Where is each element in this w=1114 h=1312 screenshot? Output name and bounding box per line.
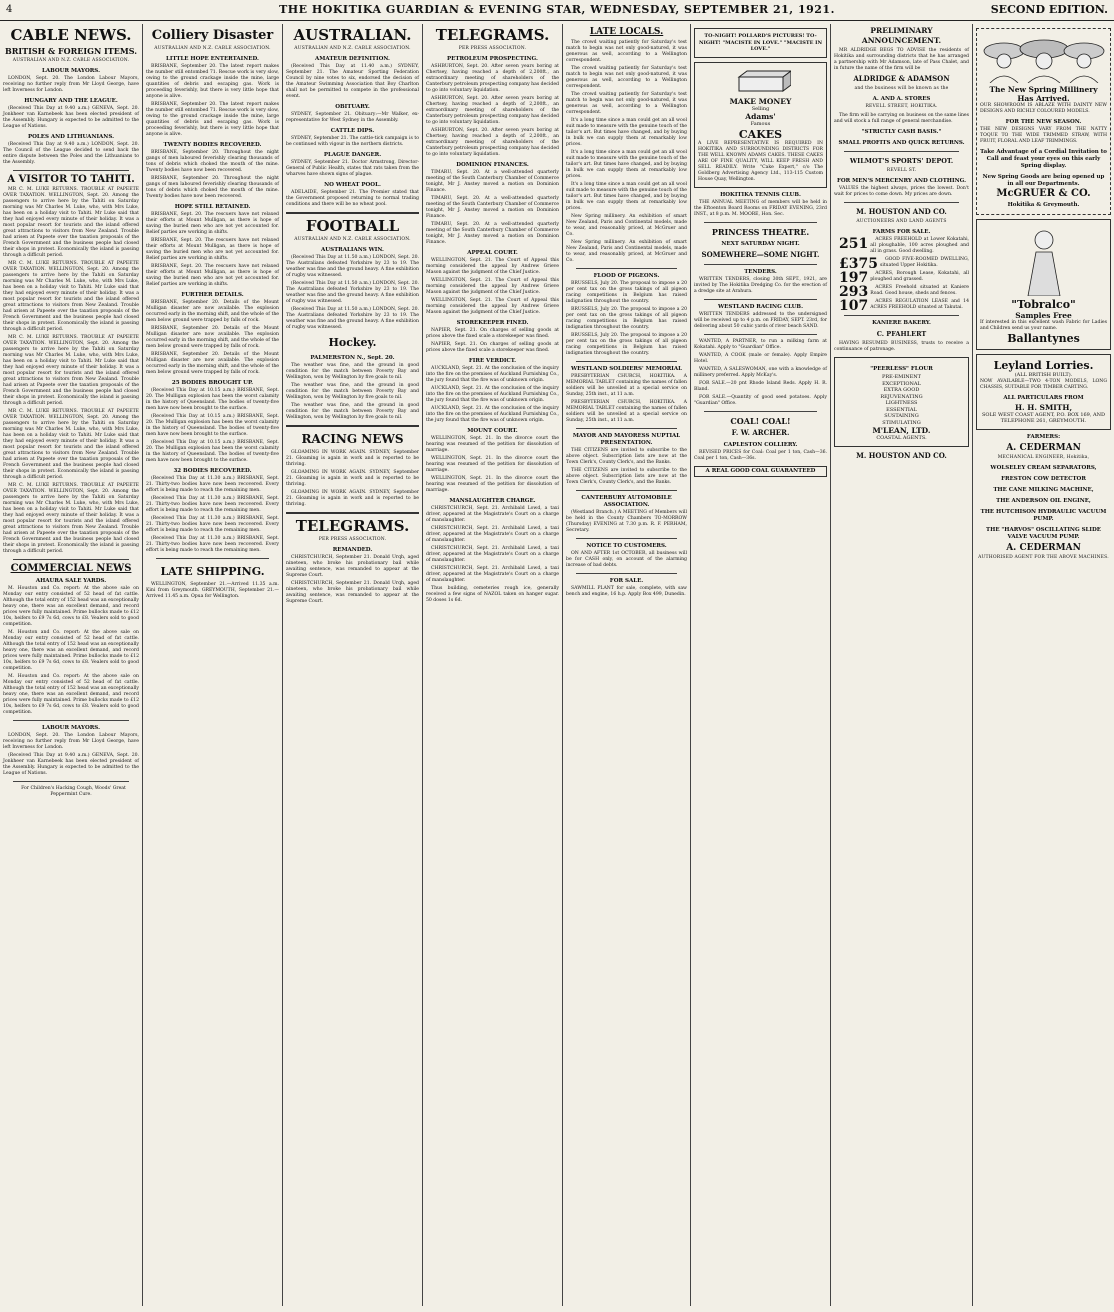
article-text: ASHBURTON, Sept. 20. After seven years boring at Chertsey, having reached a depth of 2,200ft., an extraordinary meeting of shareholders of the Canterbury petroleum prospecting company has decided to go into voluntary liquidation.	[426, 96, 559, 125]
article-headline: REMANDED.	[332, 547, 373, 553]
flour-line: LIGHTNESS	[885, 400, 918, 406]
article-text: BRISBANE, September 20. Details of the Mount Mulligan disaster are now available. The explosion occurred early in the morning shift, and the whole of the men below ground were trapped by falls of rock.	[146, 326, 279, 349]
cederman-item: THE CANE MILKING MACHINE,	[993, 486, 1094, 493]
notice-text: THE ANNUAL MEETING of members will be held in the Eftoenton Board Rooms on FRIDAY EVENING, 23rd INST., at 8 p.m. M. MOORE, Hon. Sec.	[694, 199, 827, 217]
edition-label: SECOND EDITION.	[990, 3, 1108, 16]
farms-heading: FARMS FOR SALE.	[872, 229, 931, 235]
invitation-text-2: New Spring Goods are being opened up in all our Departments.	[982, 174, 1105, 187]
farm-listing	[834, 270, 969, 286]
article-text: BRISBANE, September 20. Throughout the night gangs of men laboured feverishly clearing thousands of tons of debris which choked the mouth of the mine. Twenty bodies have now been recovered.	[146, 176, 279, 199]
divider	[844, 202, 959, 203]
article-text: WELLINGTON, September 21.—Arrived 11.35 a.m. Kini from Greymouth. GREYMOUTH, September 21.—Arrived 11.45 a.m. Opua for Wellington.	[146, 582, 279, 599]
article-text: AUCKLAND, Sept. 21. At the conclusion of the inquiry into the fire on the premises of Auckland Furnishing Co., the jury found that the fire was of unknown origin.	[426, 366, 559, 383]
article-headline: 25 BODIES BROUGHT UP.	[171, 380, 254, 386]
firm-address: REVELL STREET, HOKITIKA.	[865, 104, 938, 109]
article-headline: 32 BODIES RECOVERED.	[173, 468, 252, 474]
article-text: The crowd waiting patiently for Saturday's test match to begin was not only good-natured, it was generous as well, according to a Wellington correspondent.	[566, 66, 687, 89]
column-cable-news	[0, 24, 142, 1306]
coal-heading: COAL! COAL!	[730, 415, 791, 426]
divider	[704, 334, 817, 335]
article-text: (Received This Day at 11.50 a.m.) LONDON, Sept. 20. The Australians defeated Yorkshire by 23 to 19. The weather was fine and the ground heavy. A fine exhibition of rugby was witnessed.	[286, 307, 419, 330]
article-headline: FIRE VERDICT.	[468, 358, 517, 364]
article-text: New Spring millinery. An exhibition of smart New Zealand, Paris and Continental models, made to wear, and reasonably priced, at McGruer and Co.	[566, 214, 687, 237]
wilmot-text: VALUES the highest always, prices the lowest. Don't wait for prices to come down. My prices are down.	[834, 186, 969, 197]
divider	[704, 222, 817, 223]
notice-text: THE CITIZENS are invited to subscribe to the above object. Subscription lists are now at the Town Clerk's, County Clerk's, and the Banks.	[566, 468, 687, 485]
article-text: MR C. M. LUKE RETURNS. TROUBLE AT PAPEETE OVER TAXATION. WELLINGTON, Sept. 20. Among the passengers to arrive here by the Tahiti on Saturday morning was Mr Charles M. Luke, who, with Mrs Luke, has been on a holiday visit to Tahiti. Mr Luke said that they had enjoyed every minute of their holiday. It was a most popular resort for tourists and the island offered great attractions to visitors from New Zealand. Trouble had arisen at Papeete over the taxation proposals of the French Government and the business people had closed their shops in protest. Economically the island is passing through a difficult period.	[3, 335, 139, 406]
divider	[286, 425, 419, 427]
tobralco-text: If interested in this excellent wash Fabric for Ladies and Children send us your name.	[980, 320, 1107, 331]
wanted-ad: FOR SALE.—20 pnt Rhode Island Reds. Apply H. R. Bland.	[694, 380, 827, 392]
farm-listing	[834, 256, 969, 272]
divider	[576, 573, 677, 574]
millinery-line-1: The New Spring Millinery	[989, 85, 1098, 94]
divider	[704, 411, 817, 412]
article-text: BRISBANE, September 20. Throughout the night gangs of men laboured feverishly clearing thousands of tons of debris which choked the mouth of the mine. Twenty bodies have now been recovered.	[146, 150, 279, 173]
article-headline: LITTLE HOPE ENTERTAINED.	[166, 56, 259, 62]
notice-headline: MAYOR AND MAYORESS NUPTIAL PRESENTATION.	[572, 433, 681, 446]
cakes-line-1: MAKE MONEY	[729, 96, 792, 106]
article-text: The weather was fine, and the ground in good condition for the match between Poverty Bay and Wellington, won by Wellington by five goals to nil.	[286, 363, 419, 380]
column-australian	[282, 24, 422, 1306]
article-text: WELLINGTON, Sept. 21. The Court of Appeal this morning considered the appeal by Andrew Grieve Mason against the judgment of the Chief Justice.	[426, 298, 559, 315]
houston-name: M. HOUSTON AND CO.	[856, 207, 947, 216]
article-text: MR C. M. LUKE RETURNS. TROUBLE AT PAPEETE OVER TAXATION. WELLINGTON, Sept. 20. Among the passengers to arrive here by the Tahiti on Saturday morning was Mr Charles M. Luke, who, with Mrs Luke, has been on a holiday visit to Tahiti. Mr Luke said that they had enjoyed every minute of their holiday. It was a most popular resort for tourists and the island offered great attractions to visitors from New Zealand. Trouble had arisen at Papeete over the taxation proposals of the French Government and the business people had closed their shops in protest. Economically the island is passing through a difficult period.	[3, 187, 139, 258]
article-text: (Received This Day at 11.40 a.m.) SYDNEY, September 21. The Amateur Sporting Federation Council by nine votes to six, endorsed the decision of the Amateur Swimming Association that Boy Charlton shall not be permitted to compete in the professional event.	[286, 64, 419, 99]
article-headline: TWENTY BODIES RECOVERED.	[163, 142, 262, 148]
article-text: (Received This Day at 9.40 a.m.) GENEVA, Sept. 20. Jonkheer van Karnebeek has been elected president of the Assembly. Hungary is expected to be admitted to the League of Nations.	[3, 106, 139, 129]
article-text: (Received This Day at 11.50 a.m.) LONDON, Sept. 20. The Australians defeated Yorkshire by 23 to 19. The weather was fine and the ground heavy. A fine exhibition of rugby was witnessed.	[286, 255, 419, 278]
article-text: AUCKLAND, Sept. 21. At the conclusion of the inquiry into the fire on the premises of Auckland Furnishing Co., the jury found that the fire was of unknown origin.	[426, 386, 559, 403]
article-text: TIMARU, Sept. 20. At a well-attended quarterly meeting of the South Canterbury Chamber of Commerce tonight, Mr J. Anstey moved a motion on Dominion Finance.	[426, 196, 559, 219]
girl-illustration	[1014, 226, 1074, 296]
notice-text: (Westland Branch.) A MEETING of Members will be held in the County Chambers TO-MORROW (Thursday) EVENING at 7.30 p.m. R. F. PERHAM, Secretary.	[566, 510, 687, 533]
article-headline: MANSLAUGHTER CHARGE.	[449, 498, 536, 504]
notice-text: ON AND AFTER 1st OCTOBER, all business will be for CASH only, on account of the alarming increase of bad debts.	[566, 551, 687, 568]
cakes-text: A LIVE REPRESENTATIVE IS REQUIRED IN HOKITIKA AND SURROUNDING DISTRICTS FOR THE WELL KNOWN ADAMS CAKES. THESE CAKES ARE OF FINE QUALITY, WILL KEEP FRESH AND SELL READILY. Write "Cake Expert," c/o The Goldberg Advertising Agency Ltd., 113-115 Custom House Quay, Wellington.	[698, 140, 823, 182]
article-headline: PALMERSTON N., Sept. 20.	[310, 355, 395, 361]
article-text: (Received This Day at 11.30 a.m.) BRISBANE, Sept. 21. Thirty-two bodies have now been recovered. Every effort is being made to reach the remaining men.	[146, 476, 279, 493]
article-headline: OBITUARY.	[335, 104, 370, 110]
flour-line: EXTRA GOOD	[883, 387, 920, 393]
tobralco-samples: Samples Free	[1015, 311, 1072, 320]
article-text: BRISBANE, Sept. 20. The rescuers have not relaxed their efforts at Mount Mulligan, as there is hope of saving the buried men who are not yet accounted for. Relief parties are working in shifts.	[146, 212, 279, 235]
article-text: NAPIER, Sept. 21. On charges of selling goods at prices above the fixed scale a storekeeper was fined.	[426, 342, 559, 353]
farm-text: ACRES, Borough Lease, Kokatahi, all ploughed and grassed.	[870, 271, 969, 282]
column-late-locals	[562, 24, 690, 1306]
telegrams-byline: PER PRESS ASSOCIATION.	[318, 537, 387, 542]
article-text: ADELAIDE, September 21. The Premier stated that the Government proposed returning to normal trading conditions and there will be no wheat pool.	[286, 190, 419, 207]
houston-sub: AUCTIONEERS AND LAND AGENTS	[856, 219, 947, 224]
article-text: WELLINGTON, Sept. 21. The Court of Appeal this morning considered the appeal by Andrew Grieve Mason against the judgment of the Chief Justice.	[426, 258, 559, 275]
cable-news-heading: CABLE NEWS.	[10, 26, 132, 44]
leyland-sub: (ALL BRITISH BUILT).	[1014, 372, 1073, 378]
farm-number: 107	[839, 298, 869, 314]
flour-heading: "PEERLESS" FLOUR	[870, 366, 933, 372]
colliery-heading: Colliery Disaster	[151, 28, 274, 43]
article-text: The crowd waiting patiently for Saturday's test match to begin was not only good-natured, it was generous as well, according to a Wellington correspondent.	[566, 40, 687, 63]
cederman-item: THE HUTCHISON HYDRAULIC VACUUM PUMP.	[980, 508, 1107, 522]
cake-box-illustration	[731, 69, 791, 95]
article-text: (Received This Day at 11.30 a.m.) BRISBANE, Sept. 21. Thirty-two bodies have now been recovered. Every effort is being made to reach the remaining men.	[146, 496, 279, 513]
hockey-heading: Hockey.	[328, 336, 377, 349]
article-text: LONDON, Sept. 20. The London Labour Mayors, receiving no further reply from Mr Lloyd George, have left Inverness for London.	[3, 76, 139, 93]
article-headline: LABOUR MAYORS.	[41, 725, 101, 731]
wilmot-street: REVELL ST.	[886, 168, 917, 173]
cakes-line-5: CAKES	[738, 127, 783, 141]
article-text: CHRISTCHURCH, September 21. Donald Urqh, aged nineteen, who broke his probationary bail while awaiting sentence, was remanded to appear at the Supreme Court.	[286, 555, 419, 578]
theatre-show: SOMEWHERE—SOME NIGHT.	[701, 249, 820, 259]
article-text: CHRISTCHURCH, Sept. 21. Archibald Lowd, a taxi driver, appeared at the Magistrate's Court on a charge of manslaughter.	[426, 566, 559, 583]
article-headline: APPEAL COURT.	[467, 250, 518, 256]
telegrams-heading: TELEGRAMS.	[435, 26, 550, 44]
flour-line: EXCEPTIONAL	[882, 380, 921, 387]
wilmot-line: FOR MEN'S MERCENRY AND CLOTHING.	[836, 178, 967, 184]
colliery-byline: AUSTRALIAN AND N.Z. CABLE ASSOCIATION.	[154, 46, 271, 51]
farm-listing	[834, 298, 969, 314]
divider	[704, 264, 817, 265]
flour-line: STIMULATING	[882, 419, 921, 426]
article-text: WELLINGTON, Sept. 21. The Court of Appeal this morning considered the appeal by Andrew Grieve Mason against the judgment of the Chief Justice.	[426, 278, 559, 295]
late-locals-heading: LATE LOCALS.	[589, 27, 664, 37]
article-headline: HUNGARY AND THE LEAGUE.	[24, 98, 118, 104]
millinery-text: OUR SHOWROOM IS ABLAZE WITH DAINTY NEW DESIGNS AND RICHLY COLOURED MODELS.	[980, 103, 1107, 114]
article-text: SYDNEY, September 21. Obituary:—Mr Walker, ex-representative for West Sydney in the Assembly.	[286, 112, 419, 123]
article-text: It's a long time since a man could get an all wool suit made to measure with the genuine touch of the tailor's art. But times have changed, and by buying in bulk we can supply them at remarkably low prices.	[566, 182, 687, 211]
article-headline-large: A VISITOR TO TAHITI.	[7, 174, 135, 185]
divider	[576, 538, 677, 539]
divider	[576, 361, 677, 362]
coal-merchant: F. W. ARCHER.	[731, 427, 790, 437]
farm-text: ACRES Freehold situated at Kaniere Road. Good house, sheds and fences.	[870, 285, 969, 296]
newspaper-title: THE HOKITIKA GUARDIAN & EVENING STAR, WEDNESDAY, SEPTEMBER 21, 1921.	[279, 3, 835, 16]
cederman-name-2: A. CEDERMAN	[1006, 542, 1081, 553]
cederman-item: THE ANDERSON OIL ENGINE,	[996, 497, 1091, 504]
theatre-date: NEXT SATURDAY NIGHT.	[721, 240, 800, 247]
cederman-sub: MECHANICAL ENGINEER, Hokitika,	[997, 454, 1090, 460]
telegrams-heading-small: TELEGRAMS.	[295, 517, 410, 535]
article-text: CHRISTCHURCH, Sept. 21. Archibald Lowd, a taxi driver, appeared at the Magistrate's Court on a charge of manslaughter.	[426, 526, 559, 543]
article-text: NAPIER, Sept. 21. On charges of selling goods at prices above the fixed scale a storekeeper was fined.	[426, 328, 559, 339]
article-text: MR C. M. LUKE RETURNS. TROUBLE AT PAPEETE OVER TAXATION. WELLINGTON, Sept. 20. Among the passengers to arrive here by the Tahiti on Saturday morning was Mr Charles M. Luke, who, with Mrs Luke, has been on a holiday visit to Tahiti. Mr Luke said that they had enjoyed every minute of their holiday. It was a most popular resort for tourists and the island offered great attractions to visitors from New Zealand. Trouble had arisen at Papeete over the taxation proposals of the French Government and the business people had closed their shops in protest. Economically the island is passing through a difficult period.	[3, 409, 139, 480]
notice-headline: WESTLAND RACING CLUB.	[717, 303, 803, 310]
article-text: (Received This Day at 11.50 a.m.) LONDON, Sept. 20. The Australians defeated Yorkshire by 23 to 19. The weather was fine and the ground heavy. A fine exhibition of rugby was witnessed.	[286, 281, 419, 304]
article-text: AUCKLAND, Sept. 21. At the conclusion of the inquiry into the fire on the premises of Auckland Furnishing Co., the jury found that the fire was of unknown origin.	[426, 406, 559, 423]
bakery-owner: C. PFAHLERT	[876, 330, 927, 338]
coal-colliery: CAPLESTON COLLIERY.	[723, 441, 798, 448]
article-headline: LABOUR MAYORS.	[41, 68, 101, 74]
article-text: (Received This Day at 10.15 a.m.) BRISBANE, Sept. 20. The Mulligan explosion has been the worst calamity in the history of Queensland. The bodies of twenty-five men have now been brought to the surface.	[146, 414, 279, 437]
cederman-item: FRESTON COW DETECTOR	[1001, 475, 1086, 482]
wanted-ad: FOR SALE.—Quantity of good seed potatoes. Apply "Guardian" Office.	[694, 394, 827, 406]
wanted-ad: WANTED, A COOK (male or female). Apply Empire Hotel.	[694, 352, 827, 364]
article-text: GLOAMING IN WORK AGAIN. SYDNEY, September 21. Gloaming is again in work and is reported to be thriving.	[286, 450, 419, 467]
notice-text: PRESBYTERIAN CHURCH, HOKITIKA. A MEMORIAL TABLET containing the names of fallen soldiers will be unveiled at a special service on Sunday, 25th inst., at 11 a.m.	[566, 400, 687, 423]
article-text: (Received This Day at 9.40 a.m.) LONDON, Sept. 20. The Council of the League decided to send back the entire dispute between the Poles and the Lithuanians to the Assembly.	[3, 142, 139, 165]
cederman-name: A. CEDERMAN	[1006, 442, 1081, 453]
divider	[286, 212, 419, 214]
wanted-ad: WANTED, A PARTNER, to run a milking farm at Kokatahi. Apply to "Guardian" Office.	[694, 338, 827, 350]
article-headline: DOMINION FINANCES.	[456, 162, 529, 168]
bakery-text: HAVING RESUMED BUSINESS, trusts to receive a continuance of patronage.	[834, 341, 969, 352]
hats-illustration	[980, 35, 1108, 83]
article-headline: FURTHER DETAILS.	[181, 292, 244, 298]
divider	[576, 268, 677, 269]
firm-sub: and the business will be known as the	[854, 86, 949, 91]
football-heading: FOOTBALL	[305, 217, 400, 235]
houston-name: M. HOUSTON AND CO.	[856, 450, 947, 460]
theatre-name: PRINCESS THEATRE.	[711, 226, 810, 237]
article-text: ASHBURTON, Sept. 20. After seven years boring at Chertsey, having reached a depth of 2,200ft., an extraordinary meeting of shareholders of the Canterbury petroleum prospecting company has decided to go into voluntary liquidation.	[426, 64, 559, 93]
notice-headline: FOR SALE.	[609, 578, 644, 584]
cakes-line-3: Adams'	[745, 112, 776, 121]
divider	[844, 315, 959, 316]
masthead	[0, 0, 1114, 21]
column-advertisements-1	[690, 24, 830, 1306]
article-text: BRISBANE, September 20. The latest report makes the number still entombed 71. Rescue work is very slow, owing to the ground crackage inside the mine, large quantities of debris and escaping gas. Work is proceeding feverishly, but there is very little hope that anyone is alive.	[146, 102, 279, 137]
article-text: CHRISTCHURCH, September 21. Donald Urqh, aged nineteen, who broke his probationary bail while awaiting sentence, was remanded to appear at the Supreme Court.	[286, 581, 419, 604]
article-text: ASHBURTON, Sept. 20. After seven years boring at Chertsey, having reached a depth of 2,200ft., an extraordinary meeting of shareholders of the Canterbury petroleum prospecting company has decided to go into voluntary liquidation.	[426, 128, 559, 157]
cable-news-subheading: BRITISH & FOREIGN ITEMS.	[5, 46, 137, 56]
farm-number: 251	[839, 236, 869, 252]
leyland-particulars: ALL PARTICULARS FROM	[1003, 394, 1084, 401]
pictures-notice: TO-NIGHT! POLLARD'S PICTURES! TO-NIGHT! "MACISTE IN LOVE." "MACISTE IN LOVE."	[694, 28, 827, 58]
article-headline: FLOOD OF PIGEONS.	[593, 273, 660, 279]
notice-headline: NOTICE TO CUSTOMERS.	[586, 543, 667, 549]
notice-headline: HOKITIKA TENNIS CLUB.	[720, 191, 801, 198]
article-headline: AHAURA SALE YARDS.	[35, 578, 107, 584]
wilmot-heading: WILMOT'S SPORTS' DEPOT.	[849, 157, 954, 165]
flour-line: SUSTAINING	[884, 413, 919, 419]
commercial-heading: COMMERCIAL NEWS	[10, 563, 132, 574]
article-text: The weather was fine, and the ground in good condition for the match between Poverty Bay and Wellington, won by Wellington by five goals to nil.	[286, 383, 419, 400]
page-number: 4	[6, 4, 13, 15]
divider	[156, 558, 269, 559]
article-text: Thus building, cemeteries rough ice, generally received a few signs of NAZOL taken on hanger sugar. 50 doses 1s 6d.	[426, 586, 559, 603]
article-text: (Received This Day at 9.40 a.m.) GENEVA, Sept. 20. Jonkheer van Karnebeek has been elected president of the Assembly. Hungary is expected to be admitted to the League of Nations.	[3, 753, 139, 776]
cederman-sub-2: AUTHORISED AGENT FOR THE ABOVE MACHINES.	[978, 554, 1109, 560]
article-headline: CATTLE DIPS.	[330, 128, 375, 134]
notice-text: WRITTEN TENDERS addressed to the undersigned will be received up to 4 p.m. on FRIDAY, SEPT. 23rd, for delivering about 50 cubic yards of river beach SAND.	[694, 311, 827, 329]
farm-text: GOOD FIVE-ROOMED DWELLING, situated Upper Hokitika.	[879, 257, 969, 268]
divider	[13, 781, 129, 782]
invitation-text: Take Advantage of a Cordial Invitation to Call and feast your eyes on this early Spring display.	[980, 149, 1107, 169]
mcgruer-locations: Hokitika & Greymouth.	[1007, 202, 1080, 208]
season-text: THE NEW DESIGNS VARY FROM THE NATTY TOQUE TO THE WIDE TRIMMED STRAW, WITH FRUIT, FLORAL AND LEAF TRIMMINGS.	[980, 127, 1107, 144]
article-text: (Received This Day at 10.15 a.m.) BRISBANE, Sept. 20. The Mulligan explosion has been the worst calamity in the history of Queensland. The bodies of twenty-five men have now been brought to the surface.	[146, 388, 279, 411]
tobralco-name: "Tobralco"	[1011, 298, 1076, 311]
article-text: LONDON, Sept. 20. The London Labour Mayors, receiving no further reply from Mr Lloyd George, have left Inverness for London.	[3, 733, 139, 750]
announcement-heading: PRELIMINARY ANNOUNCEMENT.	[861, 26, 942, 45]
article-text: (Received This Day at 11.30 a.m.) BRISBANE, Sept. 21. Thirty-two bodies have now been recovered. Every effort is being made to reach the remaining men.	[146, 516, 279, 533]
article-text: BRISBANE, September 20. The latest report makes the number still entombed 71. Rescue work is very slow, owing to the ground crackage inside the mine, large quantities of debris and escaping gas. Work is proceeding feverishly, but there is very little hope that anyone is alive.	[146, 64, 279, 99]
article-text: GLOAMING IN WORK AGAIN. SYDNEY, September 21. Gloaming is again in work and is reported to be thriving.	[286, 470, 419, 487]
late-shipping-heading: LATE SHIPPING.	[160, 565, 265, 578]
notice-text: PRESBYTERIAN CHURCH, HOKITIKA. A MEMORIAL TABLET containing the names of fallen soldiers will be unveiled at a special service on Sunday, 25th inst., at 11 a.m.	[566, 374, 687, 397]
article-headline: POLES AND LITHUANIANS.	[27, 134, 115, 140]
article-text: GLOAMING IN WORK AGAIN. SYDNEY, September 21. Gloaming is again in work and is reported to be thriving.	[286, 490, 419, 507]
flour-agent-sub: COASTAL AGENTS.	[876, 435, 927, 441]
smith-sub: SOLE WEST COAST AGENT, P.O. BOX 169, AND TELEPHONE 261, GREYMOUTH.	[981, 411, 1106, 424]
article-text: BRISBANE, September 20. Details of the Mount Mulligan disaster are now available. The explosion occurred early in the morning shift, and the whole of the men below ground were trapped by falls of rock.	[146, 352, 279, 375]
football-byline: AUSTRALIAN AND N.Z. CABLE ASSOCIATION.	[294, 237, 411, 242]
mcgruer-name: McGRUER & CO.	[996, 188, 1091, 199]
leyland-advertisement	[976, 354, 1111, 430]
column-colliery-disaster	[142, 24, 282, 1306]
divider	[576, 490, 677, 491]
article-headline: AMATEUR DEFINITION.	[315, 56, 390, 62]
column-telegrams	[422, 24, 562, 1306]
article-headline: STOREKEEPER FINED.	[456, 320, 529, 326]
farm-listing	[834, 284, 969, 300]
cederman-item: THE "HARVOS" OSCILLATING SLIDE VALVE VACUUM PUMP.	[986, 526, 1101, 540]
flour-advertisement	[834, 357, 969, 447]
leyland-heading: Leyland Lorries.	[993, 359, 1094, 372]
bakery-heading: KANIERE BAKERY.	[872, 320, 931, 326]
article-text: (Received This Day at 10.15 a.m.) BRISBANE, Sept. 20. The Mulligan explosion has been the worst calamity in the history of Queensland. The bodies of twenty-five men have now been brought to the surface.	[146, 440, 279, 463]
article-text: The weather was fine, and the ground in good condition for the match between Poverty Bay and Wellington, won by Wellington by five goals to nil.	[286, 403, 419, 420]
telegrams-byline: PER PRESS ASSOCIATION.	[458, 46, 527, 51]
smith-name: H. H. SMITH,	[1014, 402, 1073, 412]
article-text: SYDNEY, September 21. The cattle-tick campaign is to be continued with vigour in the northern districts.	[286, 136, 419, 147]
article-text: TIMARU, Sept. 20. At a well-attended quarterly meeting of the South Canterbury Chamber of Commerce tonight, Mr J. Anstey moved a motion on Dominion Finance.	[426, 222, 559, 245]
article-text: MR C. M. LUKE RETURNS. TROUBLE AT PAPEETE OVER TAXATION. WELLINGTON, Sept. 20. Among the passengers to arrive here by the Tahiti on Saturday morning was Mr Charles M. Luke, who, with Mrs Luke, has been on a holiday visit to Tahiti. Mr Luke said that they had enjoyed every minute of their holiday. It was a most popular resort for tourists and the island offered great attractions to visitors from New Zealand. Trouble had arisen at Papeete over the taxation proposals of the French Government and the business people had closed their shops in protest. Economically the island is passing through a difficult period.	[3, 483, 139, 554]
article-text: The crowd waiting patiently for Saturday's test match to begin was not only good-natured, it was generous as well, according to a Wellington correspondent.	[566, 92, 687, 115]
cash-notice: "STRICTLY CASH BASIS."	[861, 129, 942, 135]
article-text: WELLINGTON, Sept. 21. In the divorce court the hearing was resumed of the petition for dissolution of marriage.	[426, 456, 559, 473]
cakes-line-4: Famous	[750, 121, 771, 127]
article-text: MR C. M. LUKE RETURNS. TROUBLE AT PAPEETE OVER TAXATION. WELLINGTON, Sept. 20. Among the passengers to arrive here by the Tahiti on Saturday morning was Mr Charles M. Luke, who, with Mrs Luke, has been on a holiday visit to Tahiti. Mr Luke said that they had enjoyed every minute of their holiday. It was a most popular resort for tourists and the island offered great attractions to visitors from New Zealand. Trouble had arisen at Papeete over the taxation proposals of the French Government and the business people had closed their shops in protest. Economically the island is passing through a difficult period.	[3, 261, 139, 332]
article-text: BRISBANE, September 20. Details of the Mount Mulligan disaster are now available. The explosion occurred early in the morning shift, and the whole of the men below ground were trapped by falls of rock.	[146, 300, 279, 323]
article-text: M. Houston and Co. report: At the above sale on Monday our entry consisted of 52 head of fat cattle. Although the total entry of 152 head was an exceptionally heavy one, there was an excellent demand, and record prices were fully maintained. Prime bullocks made to £12 10s, heifers to £9 7s 6d, cows to £8. Vealers sold to good competition.	[3, 674, 139, 715]
article-text: BRUSSELS, July 20. The proposal to impose a 20 per cent tax on the gross takings of all pigeon racing competitions in Belgium has raised indignation throughout the country.	[566, 307, 687, 330]
divider	[844, 151, 959, 152]
notice-text: SAWMILL PLANT for sale, complete, with saw bench and engine, 16 h.p. Apply Box 499, Dunedin.	[566, 586, 687, 597]
flour-agent: M'LEAN, LTD.	[872, 426, 931, 435]
divider	[13, 170, 129, 171]
article-text: BRUSSELS, July 20. The proposal to impose a 20 per cent tax on the gross takings of all pigeon racing competitions in Belgium has raised indignation throughout the country.	[566, 333, 687, 356]
notice-text: WRITTEN TENDERS, closing 30th SEPT., 1921, are invited by The Hokitika Dredging Co. for the erection of a dredge site at Arahura.	[694, 276, 827, 294]
leyland-text: NOW AVAILABLE—TWO 4-TON MODELS, LONG CHASSIS, SUITABLE FOR TIMBER CARTING.	[980, 378, 1107, 390]
wanted-ad: WANTED, A SALESWOMAN, one with a knowledge of millinery preferred. Apply McKay's.	[694, 366, 827, 378]
article-headline: MOUNT COURT.	[467, 428, 518, 434]
australian-byline: AUSTRALIAN AND N.Z. CABLE ASSOCIATION.	[294, 46, 411, 51]
cakes-line-2: Selling	[751, 105, 770, 112]
article-text: BRUSSELS, July 20. The proposal to impose a 20 per cent tax on the gross takings of all pigeon racing competitions in Belgium has raised indignation throughout the country.	[566, 281, 687, 304]
tobralco-advertisement	[976, 219, 1111, 350]
article-headline: AUSTRALIANS WIN.	[321, 247, 384, 253]
notice-headline: TENDERS.	[744, 268, 777, 275]
notice-text: THE CITIZENS are invited to subscribe to the above object. Subscription lists are now at the Town Clerk's, County Clerk's, and the Banks.	[566, 448, 687, 465]
article-headline: PLAGUE DANGER.	[323, 152, 382, 158]
flour-line: REJUVENATING	[880, 393, 923, 400]
article-headline: PETROLEUM PROSPECTING.	[447, 56, 538, 62]
column-advertisements-2	[830, 24, 972, 1306]
article-text: BRISBANE, Sept. 20. The rescuers have not relaxed their efforts at Mount Mulligan, as there is hope of saving the buried men who are not yet accounted for. Relief parties are working in shifts.	[146, 264, 279, 287]
racing-heading: RACING NEWS	[301, 432, 404, 446]
ballantynes-name: Ballantynes	[1007, 332, 1080, 345]
article-text: It's a long time since a man could get an all wool suit made to measure with the genuine touch of the tailor's art. But times have changed, and by buying in bulk we can supply them at remarkably low prices.	[566, 150, 687, 179]
article-text: It's a long time since a man could get an all wool suit made to measure with the genuine touch of the tailor's art. But times have changed, and by buying in bulk we can supply them at remarkably low prices.	[566, 118, 687, 147]
farm-text: ACRES REGULATION LEASE and 14 ACRES FREEHOLD situated at Takutai.	[870, 299, 969, 310]
article-headline: NO WHEAT POOL.	[324, 182, 381, 188]
cakes-advertisement	[694, 62, 827, 188]
millinery-advertisement	[976, 28, 1111, 215]
flour-line: ESSENTIAL	[886, 406, 917, 413]
notice-headline: CANTERBURY AUTOMOBILE ASSOCIATION.	[581, 495, 672, 508]
article-text: SYDNEY, September 21. Doctor Armstrong, Director-General of Public Health, states that rats taken from the wharves have shown signs of plague.	[286, 160, 419, 177]
cederman-item: WOLSELEY CREAM SEPARATORS,	[990, 464, 1097, 471]
divider	[286, 512, 419, 514]
flour-line: PRE-EMINENT	[881, 374, 922, 380]
farm-number: 293	[839, 284, 869, 300]
article-text: New Spring millinery. An exhibition of smart New Zealand, Paris and Continental models, made to wear, and reasonably priced, at McGruer and Co.	[566, 240, 687, 263]
farm-listing	[834, 237, 969, 255]
article-text: BRISBANE, Sept. 20. The rescuers have not relaxed their efforts at Mount Mulligan, as there is hope of saving the buried men who are not yet accounted for. Relief parties are working in shifts.	[146, 238, 279, 261]
article-text: WELLINGTON, Sept. 21. In the divorce court the hearing was resumed of the petition for dissolution of marriage.	[426, 436, 559, 453]
article-text: TIMARU, Sept. 20. At a well-attended quarterly meeting of the South Canterbury Chamber of Commerce tonight, Mr J. Anstey moved a motion on Dominion Finance.	[426, 170, 559, 193]
article-headline: HOPE STILL RETAINED.	[174, 204, 251, 210]
farm-text: ACRES FREEHOLD at Lower Kokatahi, all ploughable, 100 acres ploughed and all in grass. Good dwelling.	[870, 237, 969, 254]
divider	[13, 720, 129, 721]
announcement-text: The firm will be carrying on business on the same lines and will stock a full range of general merchandise.	[834, 113, 969, 124]
article-text: WELLINGTON, Sept. 21. In the divorce court the hearing was resumed of the petition for dissolution of marriage.	[426, 476, 559, 493]
article-text: CHRISTCHURCH, Sept. 21. Archibald Lowd, a taxi driver, appeared at the Magistrate's Court on a charge of manslaughter.	[426, 546, 559, 563]
millinery-line-2: Has Arrived.	[1017, 94, 1070, 103]
coal-slogan: A REAL GOOD COAL GUARANTEED	[694, 466, 827, 477]
article-text: CHRISTCHURCH, Sept. 21. Archibald Lowd, a taxi driver, appeared at the Magistrate's Court on a charge of manslaughter.	[426, 506, 559, 523]
notice-headline: WESTLAND SOLDIERS' MEMORIAL	[570, 366, 683, 372]
article-text: M. Houston and Co. report: At the above sale on Monday our entry consisted of 52 head of fat cattle. Although the total entry of 152 head was an exceptionally heavy one, there was an excellent demand, and record prices were fully maintained. Prime bullocks made to £12 10s, heifers to £9 7s 6d, cows to £8. Vealers sold to good competition.	[3, 630, 139, 671]
divider	[13, 559, 129, 560]
notice-text: For Children's Hacking Cough, Woods' Great Peppermint Cure.	[21, 786, 126, 797]
firm-name: ALDRIDGE & ADAMSON	[853, 74, 950, 83]
cash-text: SMALL PROFITS AND QUICK RETURNS.	[838, 140, 965, 146]
season-heading: FOR THE NEW SEASON.	[1005, 119, 1082, 125]
farmers-heading: FARMERS:	[1026, 433, 1061, 440]
divider	[704, 299, 817, 300]
column-advertisements-3	[972, 24, 1114, 1306]
cable-news-byline: AUSTRALIAN AND N.Z. CABLE ASSOCIATION.	[12, 58, 130, 63]
coal-prices: REVISED PRICES for Coal: Coal per 1 ton, Cash—36. Coal per 1 ton, Cash—36s.	[694, 449, 827, 461]
firm-name-2: A. AND A. STORES	[872, 96, 931, 102]
article-text: (Received This Day at 11.30 a.m.) BRISBANE, Sept. 21. Thirty-two bodies have now been recovered. Every effort is being made to reach the remaining men.	[146, 536, 279, 553]
farm-number: 197	[839, 270, 869, 286]
farm-number: £375	[839, 256, 878, 272]
article-text: M. Houston and Co. report: At the above sale on Monday our entry consisted of 52 head of fat cattle. Although the total entry of 152 head was an exceptionally heavy one, there was an excellent demand, and record prices were fully maintained. Prime bullocks made to £12 10s, heifers to £9 7s 6d, cows to £8. Vealers sold to good competition.	[3, 586, 139, 627]
australian-heading: AUSTRALIAN.	[293, 26, 412, 44]
divider	[576, 428, 677, 429]
announcement-text: MR ALDRIDGE BEGS TO ADVISE the residents of Hokitika and surrounding districts that he has arranged a partnership with Mr Adamson, late of Pass Chalet, and in future the name of the firm will be	[834, 48, 969, 71]
